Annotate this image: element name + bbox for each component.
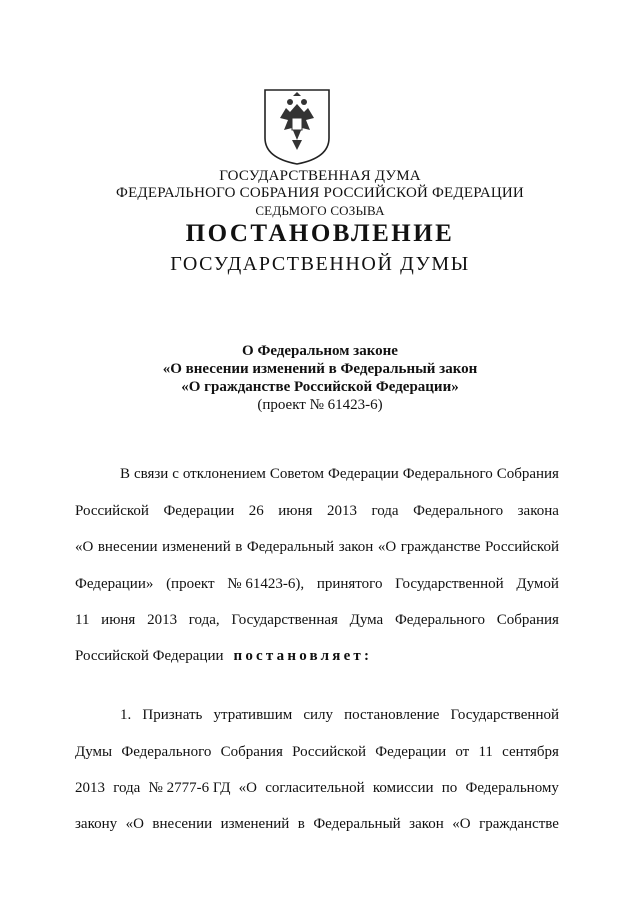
body-word: 26 bbox=[248, 503, 264, 519]
body-word: согласительной bbox=[265, 780, 365, 796]
body-line bbox=[75, 503, 559, 520]
body-word: Российской bbox=[75, 503, 149, 519]
body-word: постановление bbox=[344, 707, 440, 723]
body-word: по bbox=[441, 780, 458, 796]
body-word: Государственной bbox=[395, 576, 504, 592]
body-word: изменений bbox=[220, 816, 290, 832]
body-word: «О bbox=[125, 816, 144, 832]
body-word: в bbox=[235, 539, 243, 555]
body-word: силу bbox=[303, 707, 334, 723]
body-line bbox=[120, 466, 559, 483]
body-word: комиссии bbox=[372, 780, 434, 796]
state-emblem-icon bbox=[262, 88, 332, 166]
body-word: отклонением bbox=[182, 466, 266, 482]
body-word: № 61423-6), bbox=[227, 576, 305, 592]
body-word: Собрания bbox=[496, 466, 559, 482]
body-line bbox=[75, 612, 559, 629]
subject-line-1: О Федеральном законе bbox=[242, 343, 398, 359]
body-word: Федерации bbox=[327, 466, 399, 482]
body-word: Федеральному bbox=[465, 780, 559, 796]
body-word: Государственной bbox=[450, 707, 559, 723]
body-word: Федерального bbox=[394, 612, 485, 628]
body-word: В bbox=[120, 466, 131, 482]
body-word: Собрания bbox=[496, 612, 559, 628]
body-word: Думы bbox=[75, 744, 113, 760]
body-word: закона bbox=[517, 503, 559, 519]
resolution-verb: постановляет: bbox=[233, 648, 373, 664]
subject-line-3: «О гражданстве Российской Федерации» bbox=[181, 379, 459, 395]
document-subtitle: ГОСУДАРСТВЕННОЙ ДУМЫ bbox=[170, 253, 470, 275]
body-word: Федерального bbox=[121, 744, 212, 760]
body-line bbox=[75, 816, 559, 833]
body-word: Федеральный bbox=[313, 816, 401, 832]
convocation-line: СЕДЬМОГО СОЗЫВА bbox=[255, 203, 385, 218]
body-word: 1. bbox=[120, 707, 132, 723]
issuer-line-2: ФЕДЕРАЛЬНОГО СОБРАНИЯ РОССИЙСКОЙ ФЕДЕРАЦИИ bbox=[116, 185, 524, 201]
body-text: Российской Федерации bbox=[75, 648, 224, 664]
body-word: 2013 bbox=[75, 780, 105, 796]
body-word: года bbox=[371, 503, 399, 519]
body-word: внесении bbox=[152, 816, 213, 832]
draft-number: (проект № 61423-6) bbox=[257, 397, 383, 413]
body-word: изменений bbox=[162, 539, 231, 555]
body-line bbox=[75, 576, 559, 593]
body-word: «О bbox=[238, 780, 257, 796]
body-line bbox=[75, 539, 559, 556]
body-word: июня bbox=[101, 612, 136, 628]
body-word: гражданстве bbox=[400, 539, 481, 555]
body-line bbox=[75, 780, 559, 797]
body-word: закону bbox=[75, 816, 118, 832]
body-word: связи bbox=[133, 466, 169, 482]
body-word: Дума bbox=[349, 612, 384, 628]
body-word: (проект bbox=[166, 576, 215, 592]
body-line bbox=[75, 744, 559, 761]
body-word: «О bbox=[452, 816, 471, 832]
body-word: сентября bbox=[502, 744, 559, 760]
body-word: Федерального bbox=[413, 503, 504, 519]
body-word: года bbox=[113, 780, 141, 796]
body-word: Собрания bbox=[220, 744, 283, 760]
body-word: Федерации bbox=[375, 744, 447, 760]
body-word: года, bbox=[188, 612, 220, 628]
document-title: ПОСТАНОВЛЕНИЕ bbox=[185, 220, 455, 247]
body-word: Советом bbox=[269, 466, 325, 482]
body-word: Федерации» bbox=[75, 576, 154, 592]
body-word: № 2777-6 ГД bbox=[148, 780, 231, 796]
body-word: в bbox=[297, 816, 305, 832]
body-word: Федерального bbox=[402, 466, 493, 482]
body-word: Думой bbox=[516, 576, 559, 592]
body-word: Российской bbox=[292, 744, 367, 760]
body-word: закон bbox=[338, 539, 374, 555]
body-word: закон bbox=[409, 816, 444, 832]
body-line-last bbox=[75, 648, 559, 665]
body-word: Государственная bbox=[231, 612, 338, 628]
body-word: с bbox=[172, 466, 179, 482]
body-word: внесении bbox=[97, 539, 158, 555]
body-word: 11 bbox=[478, 744, 493, 760]
body-word: «О bbox=[75, 539, 94, 555]
body-word: Федерации bbox=[163, 503, 235, 519]
body-word: от bbox=[455, 744, 470, 760]
body-word: июня bbox=[278, 503, 313, 519]
body-word: принятого bbox=[316, 576, 383, 592]
body-word: Федеральный bbox=[246, 539, 335, 555]
body-word: гражданстве bbox=[479, 816, 559, 832]
body-word: 2013 bbox=[326, 503, 357, 519]
body-word: 2013 bbox=[147, 612, 178, 628]
body-word: Признать bbox=[142, 707, 203, 723]
subject-line-2: «О внесении изменений в Федеральный закон bbox=[162, 361, 478, 377]
body-word: Российской bbox=[485, 539, 559, 555]
body-word: 11 bbox=[75, 612, 90, 628]
body-word: утратившим bbox=[213, 707, 293, 723]
body-line bbox=[120, 707, 559, 724]
body-word: «О bbox=[377, 539, 397, 555]
issuer-line-1: ГОСУДАРСТВЕННАЯ ДУМА bbox=[219, 168, 421, 184]
